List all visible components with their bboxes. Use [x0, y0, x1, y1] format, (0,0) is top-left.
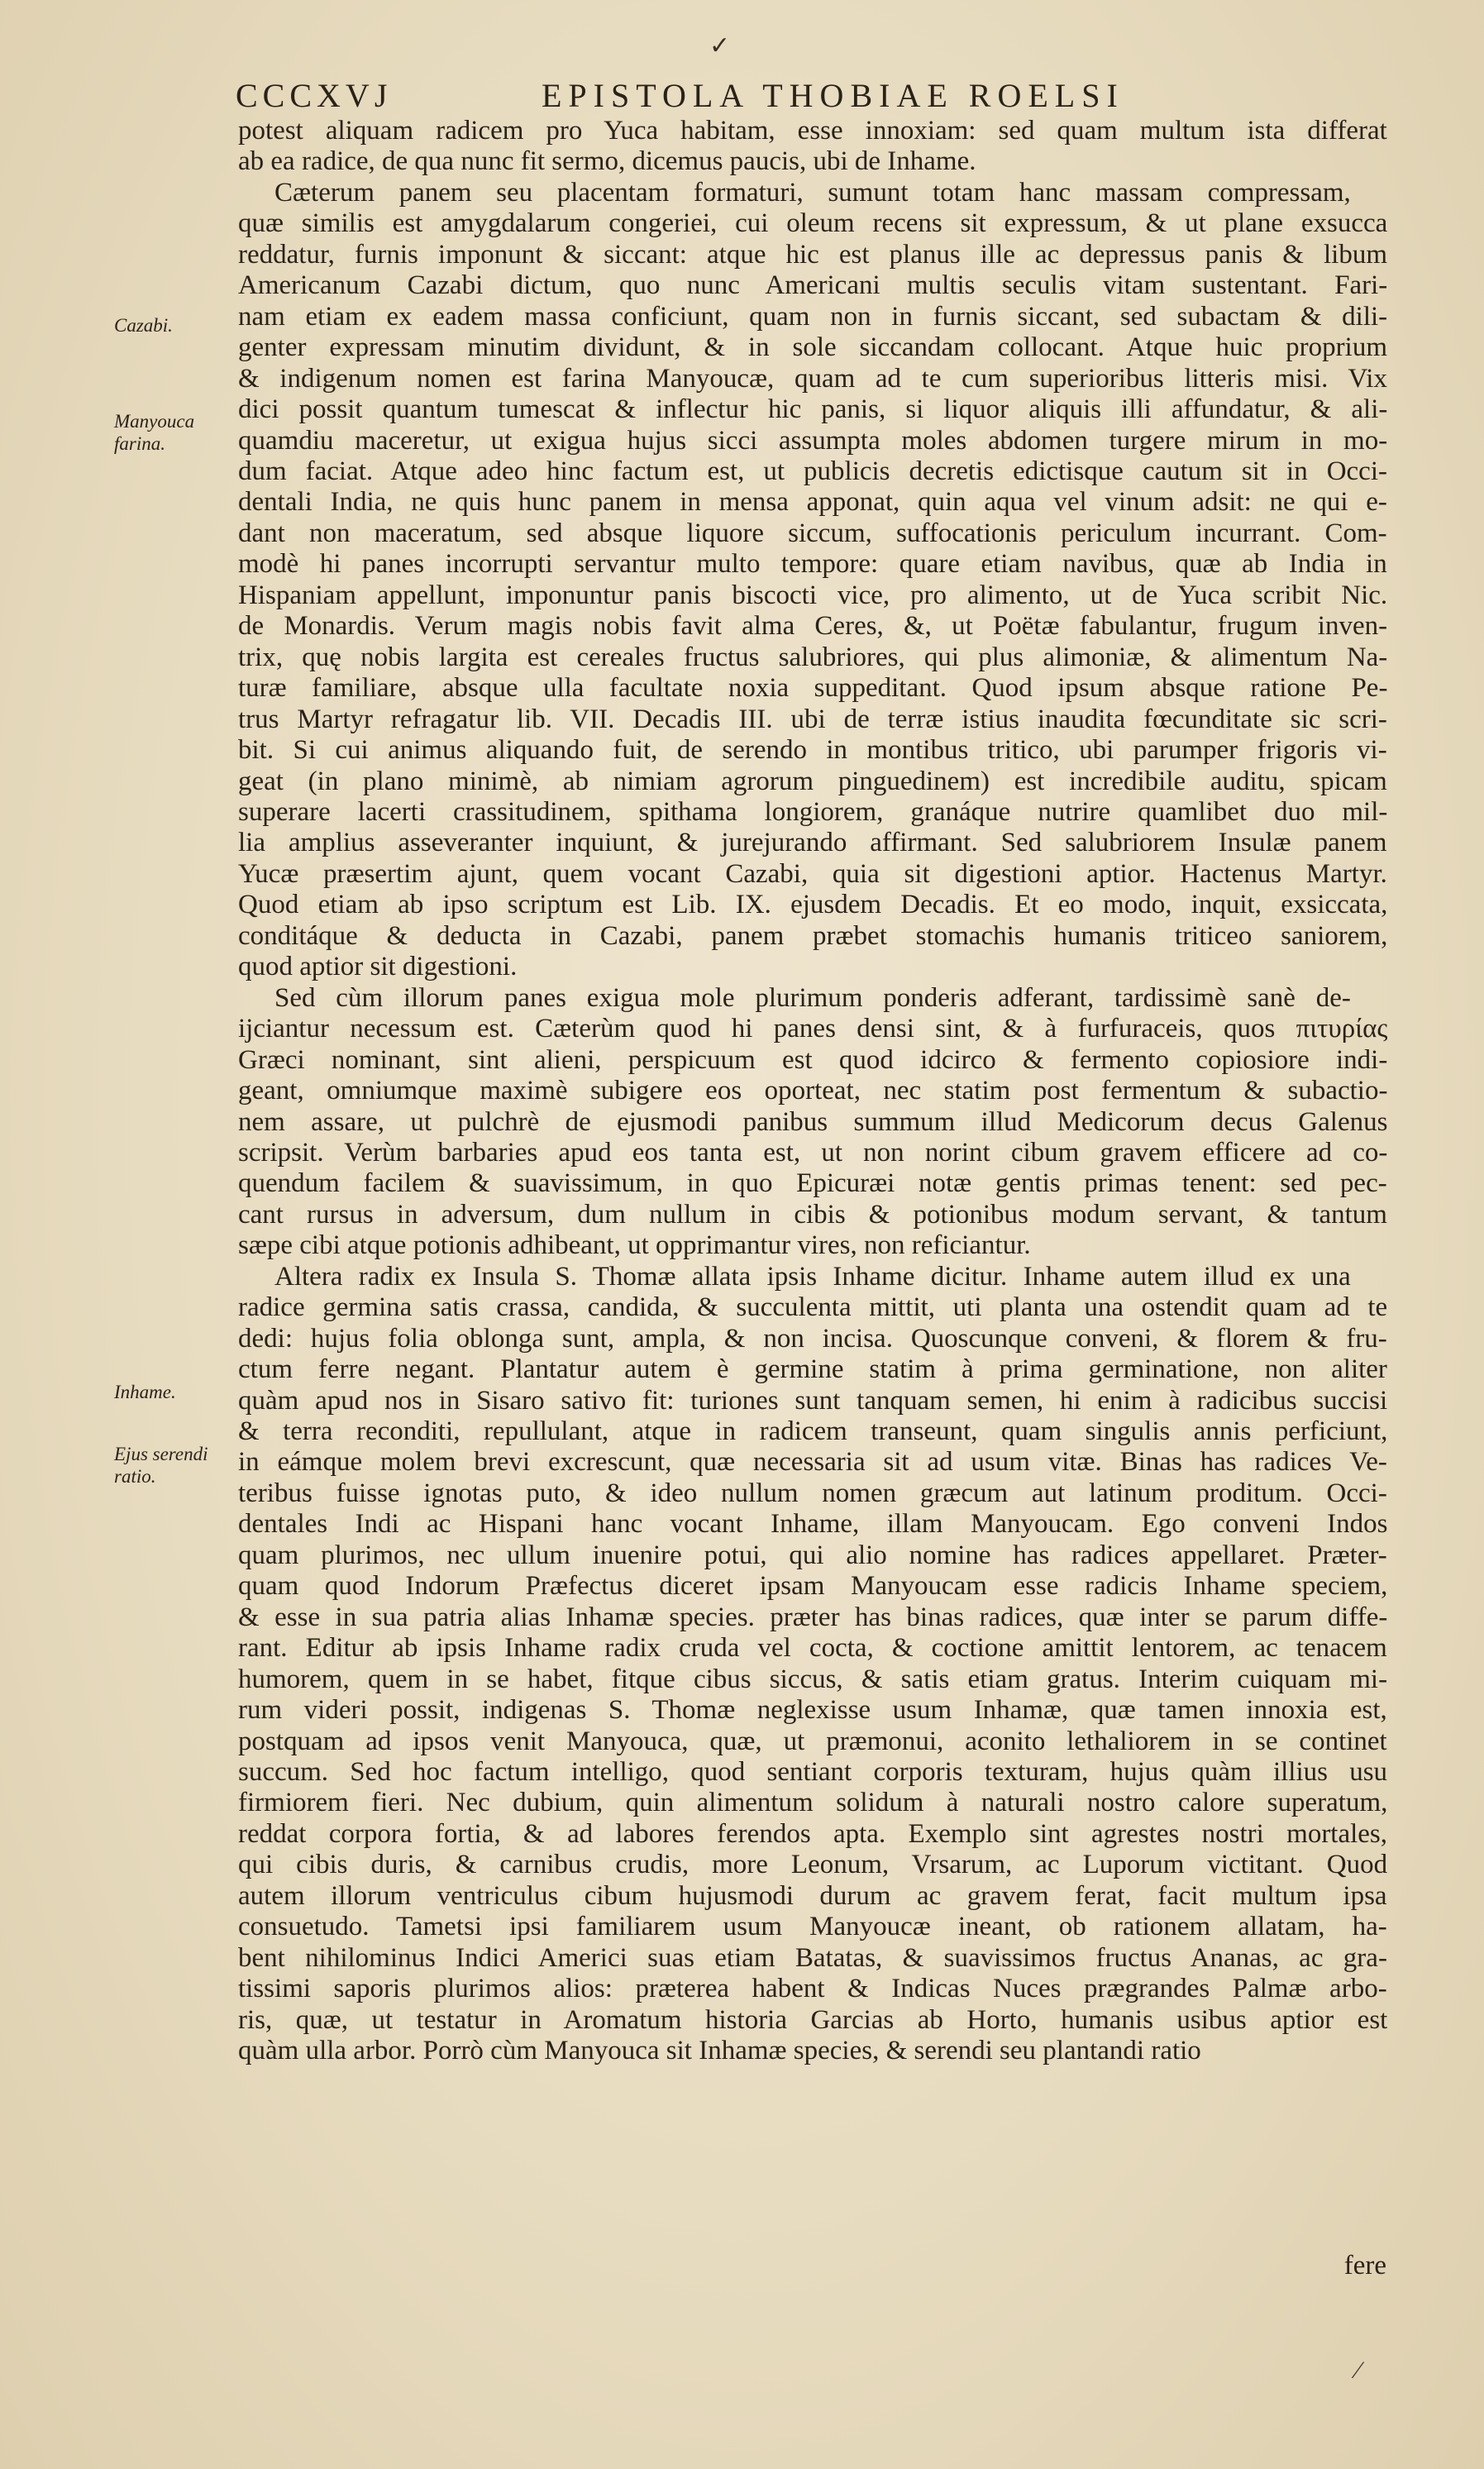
text-line: dant non maceratum, sed absque liquore siccum, suffocationis periculum incurrant. Com-: [238, 518, 1387, 548]
text-line: quam plurimos, nec ullum inuenire potui, qui alio nomine has radices appellaret. Præter-: [238, 1540, 1387, 1570]
text-line: & terra reconditi, repullulant, atque in radicem transeunt, quam singulis annis perficiunt,: [238, 1416, 1387, 1447]
text-line: reddatur, furnis imponunt & siccant: atque hic est planus ille ac depressus panis & libum: [238, 239, 1387, 270]
margin-note-inhame: Inhame.: [114, 1382, 176, 1402]
text-line: Cæterum panem seu placentam formaturi, sumunt totam hanc massam compressam,: [274, 177, 1351, 208]
text-line: quæ similis est amygdalarum congeriei, cui oleum recens sit expressum, & ut plane exsucca: [238, 208, 1387, 239]
ink-mark: ✓: [709, 32, 731, 60]
text-line: in eámque molem brevi excrescunt, quæ necessaria sit ad usum vitæ. Binas has radices Ve-: [238, 1447, 1387, 1478]
margin-note-manyouca-farina: Manyouca farina.: [114, 411, 195, 454]
text-line: quod aptior sit digestioni.: [238, 952, 518, 982]
text-line: ab ea radice, de qua nunc fit sermo, dicemus paucis, ubi de Inhame.: [238, 146, 976, 177]
text-line: trus Martyr refragatur lib. VII. Decadis III. ubi de terræ istius inaudita fœcunditate sic scri-: [238, 704, 1387, 734]
text-line: ris, quæ, ut testatur in Aromatum historia Garcias ab Horto, humanis usibus aptior est: [238, 2004, 1387, 2035]
running-title: EPISTOLA THOBIAE ROELSI: [542, 77, 1124, 114]
ink-mark: ⁄: [1356, 2357, 1361, 2384]
text-line: quam quod Indorum Præfectus diceret ipsam Manyoucam esse radicis Inhame speciem,: [238, 1571, 1387, 1602]
text-line: dici possit quantum tumescat & inflectur hic panis, si liquor aliquis illi affundatur, & ali-: [238, 394, 1387, 425]
text-line: potest aliquam radicem pro Yuca habitam, esse innoxiam: sed quam multum ista differat: [238, 116, 1387, 146]
text-line: quàm ulla arbor. Porrò cùm Manyouca sit Inhamæ species, & serendi seu plantandi ratio: [238, 2036, 1201, 2066]
margin-note-ejus-serendi-ratio: Ejus serendi ratio.: [114, 1444, 208, 1487]
text-line: rum videri possit, indigenas S. Thomæ neglexisse usum Inhamæ, quæ tamen innoxia est,: [238, 1695, 1387, 1726]
text-line: geat (in plano minimè, ab nimiam agrorum pinguedinem) est incredibile auditu, spicam: [238, 766, 1387, 796]
text-line: Hispaniam appellunt, imponuntur panis biscocti vice, pro alimento, ut de Yuca scribit Nic.: [238, 580, 1387, 610]
text-line: dedi: hujus folia oblonga sunt, ampla, & non incisa. Quoscunque conveni, & florem & fru-: [238, 1323, 1387, 1354]
text-line: dentali India, ne quis hunc panem in mensa apponat, quin aqua vel vinum adsit: ne qui e-: [238, 487, 1387, 518]
text-line: scripsit. Verùm barbaries apud eos tanta est, ut non norint cibum gravem efficere ad co-: [238, 1137, 1387, 1168]
text-line: bit. Si cui animus aliquando fuit, de serendo in montibus tritico, ubi parumper frigoris vi-: [238, 735, 1387, 766]
text-line: lia amplius asseveranter inquiunt, & jurejurando affirmant. Sed salubriorem Insulæ panem: [238, 828, 1387, 858]
body-text: [238, 116, 1387, 2067]
text-line: Americanum Cazabi dictum, quo nunc Americani multis seculis vitam sustentant. Fari-: [238, 270, 1387, 301]
text-line: sæpe cibi atque potionis adhibeant, ut opprimantur vires, non reficiantur.: [238, 1230, 1031, 1261]
text-line: genter expressam minutim dividunt, & in sole siccandam collocant. Atque huic proprium: [238, 332, 1387, 363]
text-line: radice germina satis crassa, candida, & succulenta mittit, uti planta una ostendit quam ad te: [238, 1292, 1387, 1323]
text-line: turæ familiare, absque ulla facultate noxia suppeditant. Quod ipsum absque ratione Pe-: [238, 673, 1387, 704]
text-line: geant, omniumque maximè subigere eos oporteat, nec statim post fermentum & subactio-: [238, 1076, 1387, 1106]
text-line: autem illorum ventriculus cibum hujusmodi durum ac gravem ferat, facit multum ipsa: [238, 1880, 1387, 1911]
text-line: ctum ferre negant. Plantatur autem è germine statim à prima germinatione, non aliter: [238, 1354, 1387, 1385]
text-line: dum faciat. Atque adeo hinc factum est, ut publicis decretis edictisque cautum sit in Occi-: [238, 456, 1387, 486]
text-line: nem assare, ut pulchrè de ejusmodi panibus summum illud Medicorum decus Galenus: [238, 1106, 1387, 1137]
text-line: conditáque & deducta in Cazabi, panem præbet stomachis humanis triticeo saniorem,: [238, 920, 1387, 951]
text-line: postquam ad ipsos venit Manyouca, quæ, ut præmonui, aconito lethaliorem in se continet: [238, 1726, 1387, 1756]
text-line: bent nihilominus Indici Americi suas etiam Batatas, & suavissimos fructus Ananas, ac gra-: [238, 1942, 1387, 1973]
text-line: humorem, quem in se habet, fitque cibus siccus, & satis etiam gratus. Interim cuiquam mi-: [238, 1664, 1387, 1694]
paragraph: [238, 1262, 1387, 2067]
text-line: reddat corpora fortia, & ad labores ferendos apta. Exemplo sint agrestes nostri mortales,: [238, 1818, 1387, 1849]
text-line: modè hi panes incorrupti servantur multo tempore: quare etiam navibus, quæ ab India in: [238, 549, 1387, 580]
text-line: ijciantur necessum est. Cæterùm quod hi panes densi sint, & à furfuraceis, quos πιτυρίας: [238, 1014, 1387, 1044]
text-line: de Monardis. Verum magis nobis favit alma Ceres, &, ut Poëtæ fabulantur, frugum inven-: [238, 611, 1387, 642]
text-line: qui cibis duris, & carnibus crudis, more Leonum, Vrsarum, ac Luporum victitant. Quod: [238, 1850, 1387, 1880]
folio-number: CCCXVJ: [236, 77, 393, 114]
text-line: quamdiu maceretur, ut exigua hujus sicci assumpta moles abdomen turgere mirum in mo-: [238, 425, 1387, 456]
text-line: superare lacerti crassitudinem, spithama longiorem, granáque nutrire quamlibet duo mil-: [238, 796, 1387, 827]
text-line: firmiorem fieri. Nec dubium, quin alimentum solidum à naturali nostro calore superatum,: [238, 1788, 1387, 1818]
text-line: Yucæ præsertim ajunt, quem vocant Cazabi, quia sit digestioni aptior. Hactenus Martyr.: [238, 858, 1387, 889]
text-line: trix, quę nobis largita est cereales fructus salubriores, qui plus alimoniæ, & alimentum Na-: [238, 642, 1387, 672]
paragraph: [238, 178, 1387, 983]
text-line: consuetudo. Tametsi ipsi familiarem usum Manyoucæ ineant, ob rationem allatam, ha-: [238, 1912, 1387, 1942]
paragraph: [238, 116, 1387, 178]
text-line: & esse in sua patria alias Inhamæ species. præter has binas radices, quæ inter se parum diffe-: [238, 1602, 1387, 1632]
text-line: nam etiam ex eadem massa conficiunt, quam non in furnis siccant, sed subactam & dili-: [238, 301, 1387, 332]
paragraph: [238, 983, 1387, 1262]
text-line: tissimi saporis plurimos alios: præterea habent & Indicas Nuces prægrandes Palmæ arbo-: [238, 1974, 1387, 2004]
text-line: Sed cùm illorum panes exigua mole plurimum ponderis adferant, tardissimè sanè de-: [274, 982, 1351, 1013]
text-line: rant. Editur ab ipsis Inhame radix cruda vel cocta, & coctione amittit lentorem, ac tenacem: [238, 1633, 1387, 1664]
text-line: Græci nominant, sint alieni, perspicuum est quod idcirco & fermento copiosiore indi-: [238, 1044, 1387, 1075]
catchword: fere: [1343, 2251, 1386, 2280]
text-line: teribus fuisse ignotas puto, & ideo nullum nomen græcum aut latinum proditum. Occi-: [238, 1478, 1387, 1508]
text-line: succum. Sed hoc factum intelligo, quod sentiant corporis texturam, hujus quàm illius usu: [238, 1757, 1387, 1788]
text-line: Quod etiam ab ipso scriptum est Lib. IX. ejusdem Decadis. Et eo modo, inquit, exsiccata,: [238, 890, 1387, 920]
text-line: cant rursus in adversum, dum nullum in cibis & potionibus modum servant, & tantum: [238, 1199, 1387, 1230]
text-line: quendum facilem & suavissimum, in quo Epicuræi notæ gentis primas tenent: sed pec-: [238, 1168, 1387, 1199]
text-line: quàm apud nos in Sisaro sativo fit: turiones sunt tanquam semen, hi enim à radicibus succisi: [238, 1385, 1387, 1416]
text-line: & indigenum nomen est farina Manyoucæ, quam ad te cum superioribus litteris misi. Vix: [238, 363, 1387, 394]
text-line: Altera radix ex Insula S. Thomæ allata ipsis Inhame dicitur. Inhame autem illud ex una: [274, 1261, 1351, 1292]
margin-note-cazabi: Cazabi.: [114, 315, 173, 336]
text-line: dentales Indi ac Hispani hanc vocant Inhame, illam Manyoucam. Ego conveni Indos: [238, 1509, 1387, 1540]
